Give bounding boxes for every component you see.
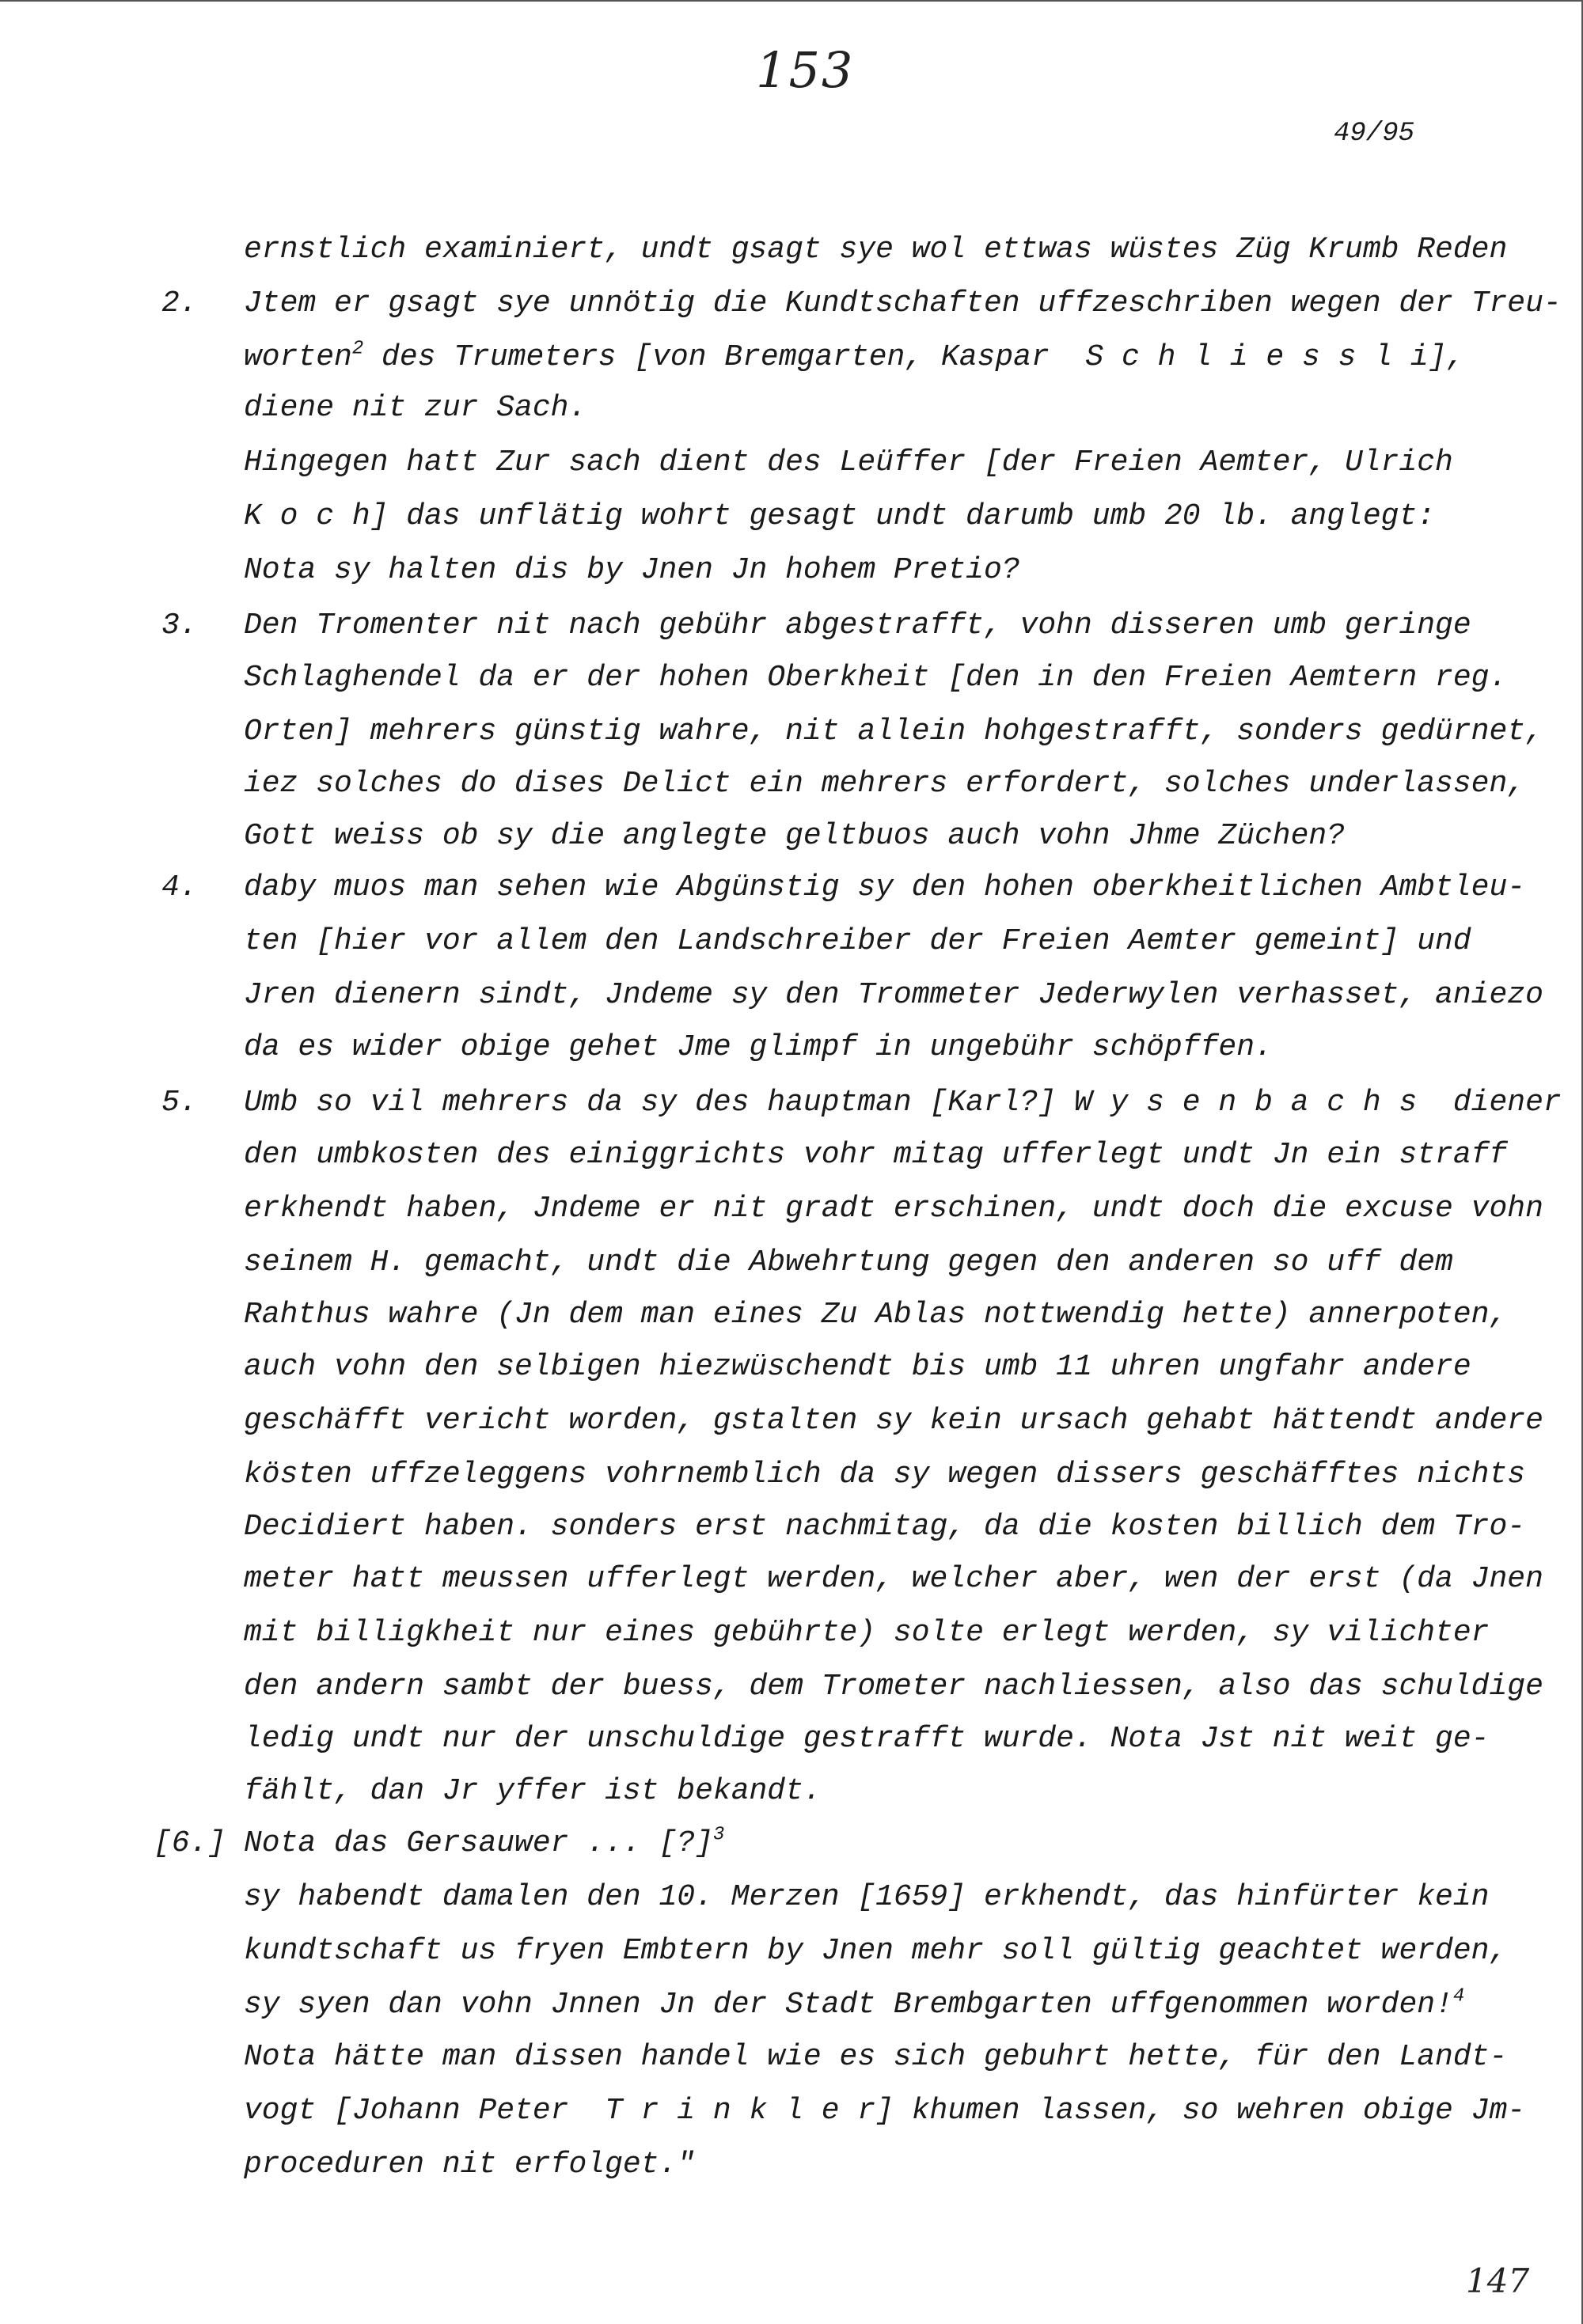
text-line: Jtem er gsagt sye unnötig die Kundtschaften uffzeschriben wegen der Treu-	[244, 286, 1562, 320]
text-line: Decidiert haben. sonders erst nachmitag, da die kosten billich dem Tro-	[244, 1510, 1526, 1544]
item-number-3: 3.	[161, 608, 198, 643]
text-line: Umb so vil mehrers da sy des hauptman [Karl?] W y s e n b a c h s diener	[244, 1086, 1562, 1120]
text-line: worten$^2$ des Trumeters [von Bremgarten, Kaspar S c h l i e s s l i],	[244, 338, 1465, 374]
text-line: ten [hier vor allem den Landschreiber der Freien Aemter gemeint] und	[244, 924, 1471, 958]
text-line: sy syen dan vohn Jnnen Jn der Stadt Brembgarten uffgenommen worden!$^4$	[244, 1985, 1465, 2022]
text-line: Jren dienern sindt, Jndeme sy den Trommeter Jederwylen verhasset, aniezo	[244, 978, 1543, 1012]
text-line: Orten] mehrers günstig wahre, nit allein hohgestrafft, sonders gedürnet,	[244, 715, 1543, 749]
text-line: kundtschaft us fryen Embtern by Jnen mehr soll gültig geachtet werden,	[244, 1934, 1508, 1968]
text-line: erkhendt haben, Jndeme er nit gradt erschinen, undt doch die excuse vohn	[244, 1192, 1543, 1226]
folio-number: 49/95	[1334, 119, 1415, 149]
text-line: Nota hätte man dissen handel wie es sich gebuhrt hette, für den Landt-	[244, 2040, 1508, 2074]
text-line: K o c h] das unflätig wohrt gesagt undt darumb umb 20 lb. anglegt:	[244, 499, 1436, 533]
text-line: ernstlich examiniert, undt gsagt sye wol ettwas wüstes Züg Krumb Reden	[244, 233, 1508, 267]
text-line: iez solches do dises Delict ein mehrers erfordert, solches underlassen,	[244, 767, 1526, 801]
text-line: proceduren nit erfolget."	[244, 2148, 696, 2182]
footnote-marker: 2	[351, 338, 364, 360]
text-line: ledig undt nur der unschuldige gestrafft wurde. Nota Jst nit weit ge-	[244, 1722, 1490, 1756]
text-line: den umbkosten des einiggrichts vohr mitag ufferlegt undt Jn ein straff	[244, 1138, 1508, 1172]
text-line: mit billigkheit nur eines gebührte) solte erlegt werden, sy vilichter	[244, 1616, 1490, 1650]
text-line: kösten uffzeleggens vohrnemblich da sy wegen dissers geschäfftes nichts	[244, 1458, 1526, 1492]
text-line: daby muos man sehen wie Abgünstig sy den hohen oberkheitlichen Ambtleu-	[244, 870, 1526, 904]
text-line: Rahthus wahre (Jn dem man eines Zu Ablas nottwendig hette) annerpoten,	[244, 1298, 1508, 1332]
item-number-5: 5.	[161, 1086, 198, 1120]
text-line: Schlaghendel da er der hohen Oberkheit [den in den Freien Aemtern reg.	[244, 661, 1508, 695]
text-line: seinem H. gemacht, undt die Abwehrtung gegen den anderen so uff dem	[244, 1245, 1453, 1280]
handwritten-footer-number: 147	[1466, 2261, 1530, 2300]
text-line: Hingegen hatt Zur sach dient des Leüffer [der Freien Aemter, Ulrich	[244, 445, 1453, 480]
text-line: Nota sy halten dis by Jnen Jn hohem Pretio?	[244, 553, 1020, 587]
text-line: da es wider obige gehet Jme glimpf in ungebühr schöpffen.	[244, 1030, 1273, 1064]
text-line: fählt, dan Jr yffer ist bekandt.	[244, 1774, 822, 1808]
text-line: vogt [Johann Peter T r i n k l e r] khumen lassen, so wehren obige Jm-	[244, 2094, 1526, 2128]
text-line: geschäfft vericht worden, gstalten sy kein ursach gehabt hättendt andere	[244, 1404, 1543, 1438]
text-line: den andern sambt der buess, dem Trometer nachliessen, also das schuldige	[244, 1670, 1543, 1704]
text-line: Nota das Gersauwer ... [?]$^3$	[244, 1824, 725, 1860]
text-line: Den Tromenter nit nach gebühr abgestrafft, vohn disseren umb geringe	[244, 608, 1471, 643]
item-number-6: [6.]	[154, 1826, 226, 1860]
text-line: diene nit zur Sach.	[244, 391, 587, 425]
text-line: Gott weiss ob sy die anglegte geltbuos auch vohn Jhme Züchen?	[244, 819, 1346, 853]
item-number-4: 4.	[161, 870, 198, 904]
handwritten-page-number: 153	[756, 41, 855, 99]
footnote-marker: 3	[712, 1824, 725, 1846]
text-line: sy habendt damalen den 10. Merzen [1659] erkhendt, das hinfürter kein	[244, 1880, 1490, 1914]
item-number-2: 2.	[161, 286, 198, 320]
footnote-marker: 4	[1452, 1985, 1465, 2007]
text-line: auch vohn den selbigen hiezwüschendt bis umb 11 uhren ungfahr andere	[244, 1350, 1471, 1384]
text-line: meter hatt meussen ufferlegt werden, welcher aber, wen der erst (da Jnen	[244, 1562, 1543, 1596]
